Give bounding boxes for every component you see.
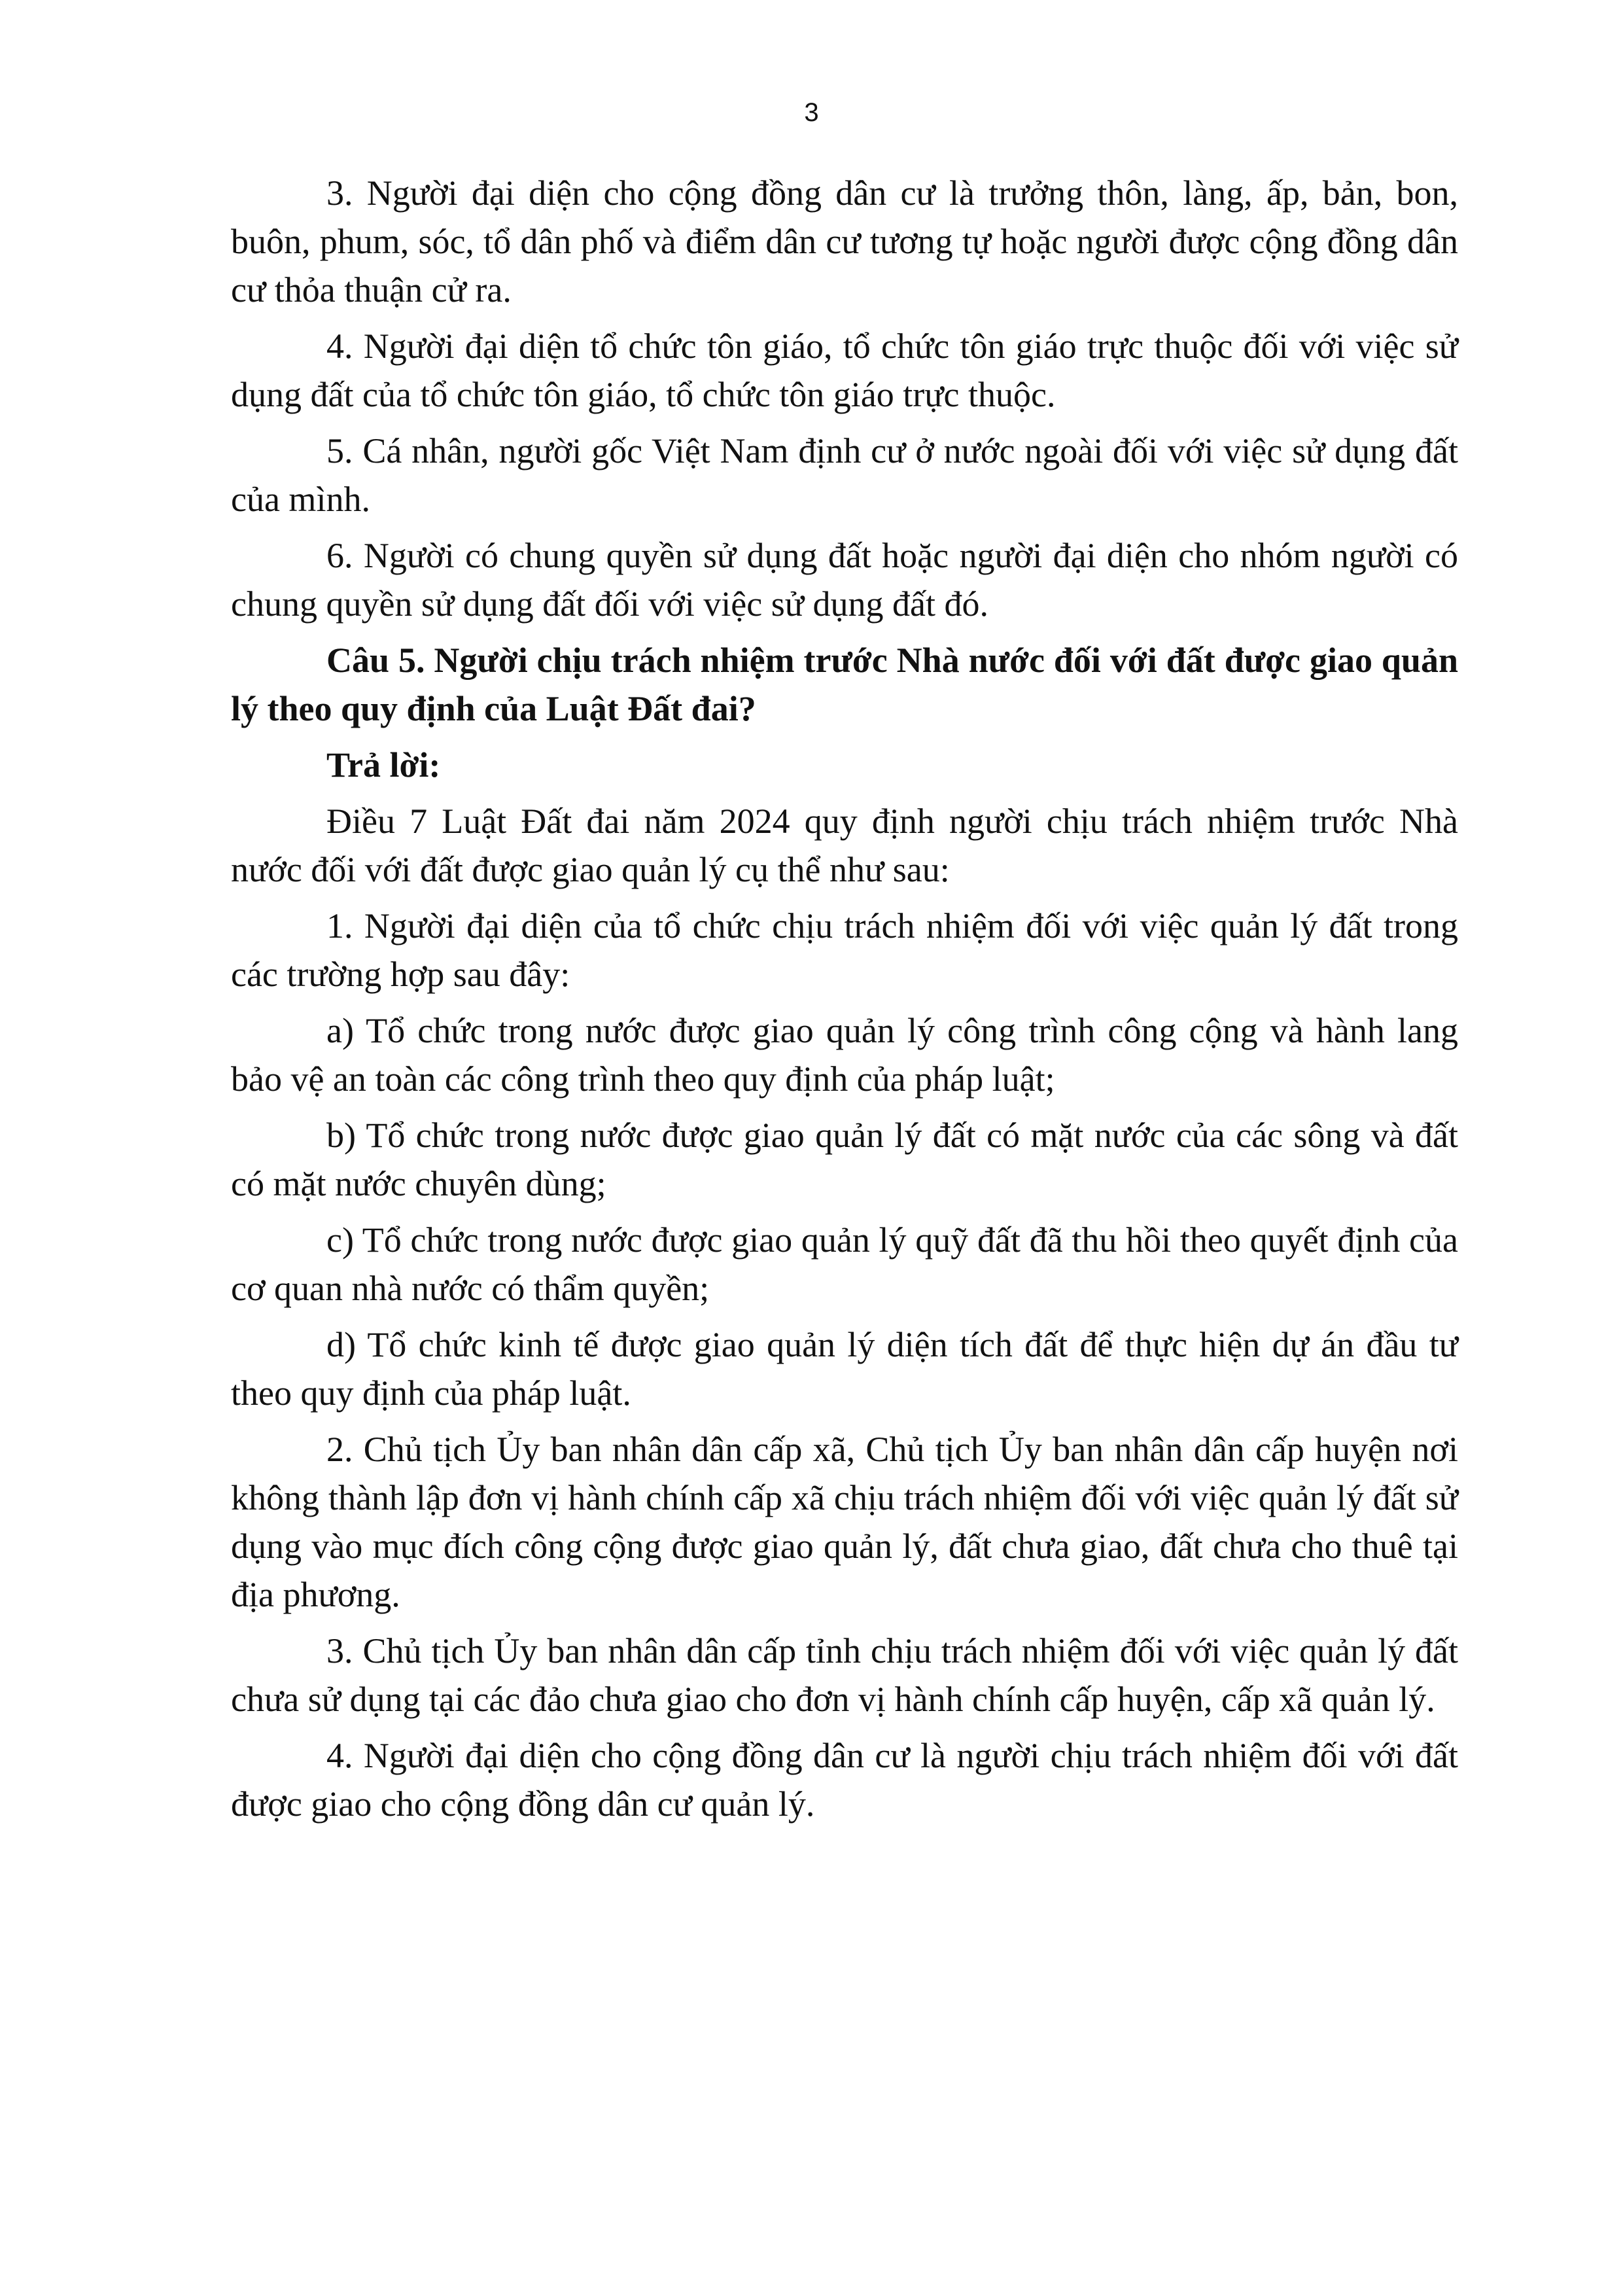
- paragraph: 4. Người đại diện cho cộng đồng dân cư là người chịu trách nhiệm đối với đất được giao cho cộng đồng dân cư quản lý.: [231, 1736, 1458, 1824]
- page-number: 3: [804, 98, 819, 127]
- paragraph: Điều 7 Luật Đất đai năm 2024 quy định người chịu trách nhiệm trước Nhà nước đối với đất được giao quản lý cụ thể như sau:: [231, 802, 1458, 889]
- paragraph: 4. Người đại diện tổ chức tôn giáo, tổ chức tôn giáo trực thuộc đối với việc sử dụng đất của tổ chức tôn giáo, tổ chức tôn giáo trực thuộc.: [231, 327, 1458, 414]
- answer-label: Trả lời:: [326, 745, 441, 785]
- paragraph: c) Tổ chức trong nước được giao quản lý quỹ đất đã thu hồi theo quyết định của cơ quan nhà nước có thẩm quyền;: [231, 1220, 1458, 1308]
- paragraph: b) Tổ chức trong nước được giao quản lý đất có mặt nước của các sông và đất có mặt nước chuyên dùng;: [231, 1116, 1458, 1203]
- paragraph: a) Tổ chức trong nước được giao quản lý công trình công cộng và hành lang bảo vệ an toàn các công trình theo quy định của pháp luật;: [231, 1011, 1458, 1099]
- paragraph: 5. Cá nhân, người gốc Việt Nam định cư ở nước ngoài đối với việc sử dụng đất của mình.: [231, 431, 1458, 519]
- paragraph: 6. Người có chung quyền sử dụng đất hoặc người đại diện cho nhóm người có chung quyền sử dụng đất đối với việc sử dụng đất đó.: [231, 536, 1458, 624]
- paragraph: d) Tổ chức kinh tế được giao quản lý diện tích đất để thực hiện dự án đầu tư theo quy định của pháp luật.: [231, 1325, 1458, 1413]
- paragraph: 3. Chủ tịch Ủy ban nhân dân cấp tỉnh chịu trách nhiệm đối với việc quản lý đất chưa sử dụng tại các đảo chưa giao cho đơn vị hành chính cấp huyện, cấp xã quản lý.: [231, 1631, 1458, 1719]
- document-body: [231, 169, 1458, 1836]
- paragraph: 3. Người đại diện cho cộng đồng dân cư là trưởng thôn, làng, ấp, bản, bon, buôn, phum, sóc, tổ dân phố và điểm dân cư tương tự hoặc người được cộng đồng dân cư thỏa thuận cử ra.: [231, 173, 1458, 309]
- paragraph: 1. Người đại diện của tổ chức chịu trách nhiệm đối với việc quản lý đất trong các trường hợp sau đây:: [231, 906, 1458, 994]
- question-heading: Câu 5. Người chịu trách nhiệm trước Nhà nước đối với đất được giao quản lý theo quy định của Luật Đất đai?: [231, 641, 1458, 728]
- paragraph: 2. Chủ tịch Ủy ban nhân dân cấp xã, Chủ tịch Ủy ban nhân dân cấp huyện nơi không thành lập đơn vị hành chính cấp xã chịu trách nhiệm đối với việc quản lý đất sử dụng vào mục đích công cộng được giao quản lý, đất chưa giao, đất chưa cho thuê tại địa phương.: [231, 1430, 1458, 1614]
